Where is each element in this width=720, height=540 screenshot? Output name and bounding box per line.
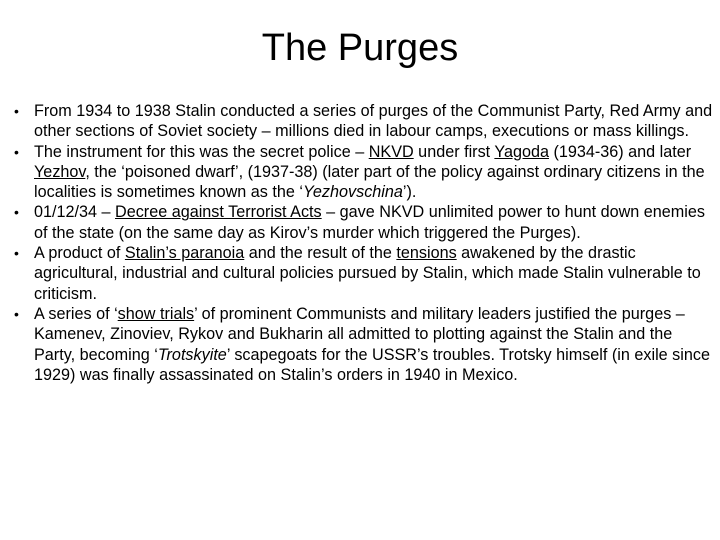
underlined-term-yagoda: Yagoda (494, 142, 549, 161)
bullet-dot-icon: • (14, 305, 19, 322)
underlined-term-decree: Decree against Terrorist Acts (115, 203, 322, 222)
bullet-item-nkvd (14, 142, 714, 203)
bullet-text: ’). (402, 183, 417, 202)
underlined-term-yezhov: Yezhov (34, 162, 86, 181)
underlined-term-nkvd: NKVD (368, 142, 414, 161)
bullet-list (14, 101, 714, 385)
italic-term-trotskyite: Trotskyite (157, 345, 227, 364)
bullet-item-decree (14, 202, 714, 243)
bullet-text: From 1934 to 1938 Stalin conducted a series of purges of the Communist Party, Red Army and other sections of Soviet society – millions died in labour camps, executions or mass killings. (34, 102, 713, 141)
bullet-item-causes (14, 243, 714, 304)
bullet-item-purges-overview (14, 101, 714, 142)
bullet-text: under first (413, 142, 495, 161)
bullet-text: (1934-36) and later (548, 142, 692, 161)
bullet-text: ’ scapegoats for the USSR’s troubles. Trotsky himself (in exile since 1929) was finally assassinated on Stalin’s orders in 1940 in Mexico. (34, 345, 710, 384)
bullet-dot-icon: • (14, 103, 19, 119)
bullet-text: and the result of the (244, 244, 397, 263)
underlined-term-tensions: tensions (396, 244, 457, 263)
bullet-item-show-trials (14, 304, 714, 385)
underlined-term-paranoia: Stalin’s paranoia (124, 244, 245, 263)
bullet-dot-icon: • (14, 204, 19, 221)
underlined-term-show-trials: show trials (117, 304, 195, 323)
bullet-dot-icon: • (14, 245, 19, 262)
bullet-dot-icon: • (14, 143, 19, 160)
bullet-text: The instrument for this was the secret police – (34, 142, 369, 161)
bullet-text: A series of ‘ (34, 304, 118, 323)
italic-term-yezhovschina: Yezhovschina (303, 183, 403, 202)
slide-title: The Purges (261, 27, 459, 69)
bullet-text: , the ‘poisoned dwarf’, (1937-38) (later part of the policy against ordinary citizens in the localities is sometimes known as the ‘ (34, 162, 705, 202)
bullet-text: ’ of prominent Communists and military leaders justified the purges – Kamenev, Zinoviev, Rykov and Bukharin all admitted to plotting against the Stalin and the Party, becoming ‘ (34, 304, 685, 364)
bullet-text: – gave NKVD unlimited power to hunt down enemies of the state (on the same day as Kirov’s murder which triggered the Purges). (34, 203, 705, 242)
bullet-text: A product of (34, 244, 125, 263)
bullet-text: awakened by the drastic agricultural, industrial and cultural policies pursued by Stalin, which made Stalin vulnerable to criticism. (34, 244, 701, 303)
bullet-text: 01/12/34 – (34, 203, 116, 222)
